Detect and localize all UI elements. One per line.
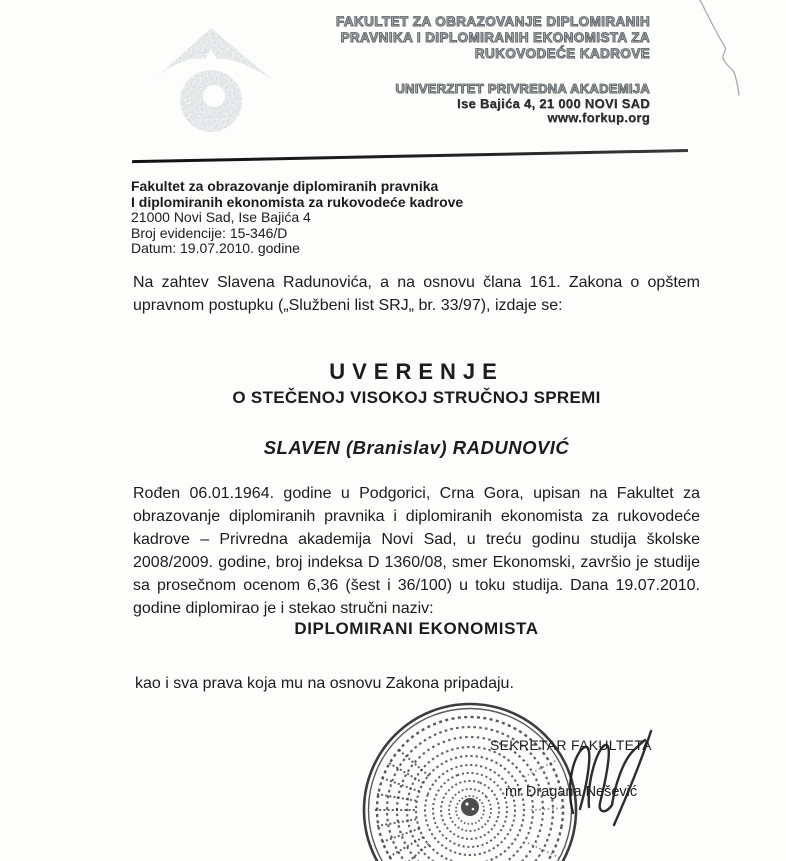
sender-name-line: I diplomiranih ekonomista za rukovodeće kadrove <box>131 193 464 210</box>
secretary-name: mr Dragana Nešević <box>505 784 638 800</box>
letterhead-university-line: UNIVERZITET PRIVREDNA AKADEMIJA <box>395 81 650 96</box>
letterhead-org-line: FAKULTET ZA OBRAZOVANJE DIPLOMIRANIH <box>335 14 650 29</box>
scan-scratch-mark <box>688 0 758 110</box>
certificate-title: UVERENJE <box>329 359 504 384</box>
sender-date: Datum: 19.07.2010. godine <box>131 240 300 257</box>
secretary-title: SEKRETAR FAKULTETA <box>490 737 652 753</box>
letterhead <box>336 14 650 126</box>
faculty-logo-icon <box>138 12 284 138</box>
sender-name-line: Fakultet za obrazovanje diplomiranih pravnika <box>131 178 439 194</box>
letterhead-address-line: Ise Bajića 4, 21 000 NOVI SAD <box>457 95 650 111</box>
letterhead-org-line: PRAVNIKA I DIPLOMIRANIH EKONOMISTA ZA <box>340 30 650 45</box>
letterhead-website: www.forkup.org <box>547 110 650 125</box>
sender-info-block <box>131 179 463 257</box>
rights-statement: kao i sva prava koja mu na osnovu Zakona pripadaju. <box>135 675 514 692</box>
certificate-body-paragraph: Rođen 06.01.1964. godine u Podgorici, Crna Gora, upisan na Fakultet za obrazovanje diplomiranih pravnika i diplomiranih ekonomista za rukovodeće kadrove – Privredna akademija Novi Sad, u treću godinu studija školske 2008/2009. godine, broj indeksa D 1360/08, smer Ekonomski, završio je studije sa prosečnom ocenom 6,36 (šest i 36/100) u toku studija. Dana 19.07.2010. godine diplomirao je i stekao stručni naziv: <box>133 485 700 617</box>
student-name: SLAVEN (Branislav) RADUNOVIĆ <box>263 437 570 458</box>
letterhead-org-line: RUKOVODEĆE KADROVE <box>474 46 650 61</box>
sender-record-number: Broj evidencije: 15-346/D <box>131 224 288 241</box>
sender-address: 21000 Novi Sad, Ise Bajića 4 <box>131 209 311 226</box>
certificate-subtitle: O STEČENOJ VISOKOJ STRUČNOJ SPREMI <box>232 388 601 407</box>
letterhead-separator-line <box>132 149 688 163</box>
degree-title: DIPLOMIRANI EKONOMISTA <box>294 619 539 638</box>
request-paragraph: Na zahtev Slavena Radunovića, a na osnovu člana 161. Zakona o opštem upravnom postupku („Službeni list SRJ„ br. 33/97), izdaje se: <box>133 274 700 314</box>
